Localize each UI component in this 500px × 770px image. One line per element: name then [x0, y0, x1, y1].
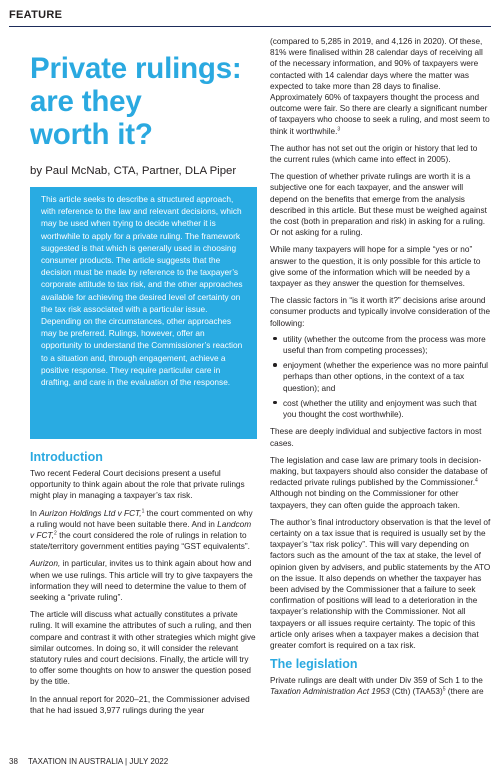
- right-column: [270, 36, 491, 704]
- intro-paragraph: In Aurizon Holdings Ltd v FCT,$^1$ the court commented on why a ruling would not have been suitable there. And in Landcom v FCT,$^2$ the court considered the role of rulings in relation to state/territory government entities paying “GST equivalents”.: [30, 507, 253, 552]
- body-paragraph: These are deeply individual and subjective factors in most cases.: [270, 427, 482, 448]
- act-name: Taxation Administration Act 1953: [270, 687, 390, 697]
- body-paragraph: The author has not set out the origin or history that led to the current rules (which came into effect in 2005).: [270, 143, 478, 165]
- body-paragraph: The classic factors in “is it worth it?” decisions arise around consumer products and typically involve consideration of the following:: [270, 296, 491, 328]
- title-line: worth it?: [30, 118, 153, 151]
- left-column: [30, 52, 257, 178]
- bullet-icon: [273, 337, 277, 341]
- body-paragraph: The question of whether private rulings are worth it is a subjective one for each taxpayer, and the answer will depend on the benefits that emerge from the analysis described in this article. But these must be weighed against the cost (both in preparation and risk) in asking for a ruling. Or not asking for a ruling.: [270, 172, 487, 238]
- case-name: Aurizon,: [30, 559, 61, 569]
- title-line: are they: [30, 85, 142, 118]
- abstract-box: [30, 187, 257, 439]
- legislation-heading: The legislation: [270, 657, 358, 672]
- body-paragraph: While many taxpayers will hope for a simple “yes or no” answer to the question, it is only possible for this article to give some of the information which will be needed by a taxpayer as they answer the question for themselves.: [270, 245, 481, 289]
- list-item: utility (whether the outcome from the process was more useful than from competing processes);: [270, 334, 491, 356]
- footnote-ref: 5: [442, 686, 446, 693]
- page-footer: [9, 757, 168, 766]
- intro-paragraph: The article will discuss what actually constitutes a private ruling. It will examine the attributes of such a ruling, and then compare and contrast it with other strategies which might give similar outcomes. In doing so, it will consider the relevant statutory rules and court decisions. Finally, the article will try to offer some thoughts on how to answer the question posed by the title.: [30, 610, 256, 687]
- case-name: Aurizon Holdings Ltd v FCT,: [39, 508, 142, 518]
- top-rule: [9, 26, 491, 27]
- section-label: FEATURE: [9, 9, 63, 21]
- introduction-section: [30, 450, 257, 722]
- footnote-ref: 3: [337, 125, 341, 132]
- body-paragraph: The author’s final introductory observation is that the level of certainty on a tax issue that is required is usually set by the taxpayer’s “tax risk policy”. This will vary depending on factors such as the amount of the tax at stake, the level of opinion given by advisers, and public statements by the ATO on the issue. It also depends on whether the taxpayer has been advised by the Commissioner that a failure to seek confirmation of positions will lead to a deterioration in the taxpayer’s relationship with the Commissioner. Not all taxpayers or all issues require certainty. The topic of this article only arises when a taxpayer makes a decision that greater comfort is required on a tax risk.: [270, 517, 491, 650]
- list-item: cost (whether the utility and enjoyment was such that you thought the cost worthwhile).: [270, 398, 491, 420]
- footnote-ref: 4: [474, 477, 478, 484]
- byline: by Paul McNab, CTA, Partner, DLA Piper: [30, 165, 237, 177]
- body-paragraph: (compared to 5,285 in 2019, and 4,126 in 2020). Of these, 81% were finalised within 28 calendar days of receiving all of the necessary information, and 90% of taxpayers were contacted with 14 calendar days where the matter was expected to take more than 28 days to finalise. Approximately 60% of taxpayers thought the process and outcome were fair. So there are clearly a significant number of taxpayers who choose to seek a ruling, and most seem to think it worthwhile.$^3$: [270, 37, 490, 136]
- body-paragraph: Private rulings are dealt with under Div 359 of Sch 1 to the Taxation Administration Act 1953 (Cth) $(TAA53)^5$ (there are: [270, 676, 484, 697]
- abstract-text: This article seeks to describe a structured approach, with reference to the law and relevant decisions, which may be used when trying to decide whether it is worthwhile to apply for a private ruling. The framework suggested is that which is generally used in choosing consumer products. The article suggests that the decision must be made by reference to the taxpayer’s corporate attitude to tax risk, and the other approaches available for achieving the desired level of certainty on the tax risk associated with a particular issue. Depending on the circumstances, other approaches may be preferred. Rulings, however, offer an opportunity to understand the Commissioner’s reaction to a situation and, through engagement, achieve a positive response. They require particular care in drafting, and care in the evaluation of the response.: [41, 194, 243, 388]
- bullet-icon: [273, 401, 277, 405]
- list-item: enjoyment (whether the experience was no more painful perhaps than other options, in the context of a tax question); and: [270, 360, 491, 394]
- footnote-ref: 2: [54, 530, 57, 537]
- intro-paragraph: Two recent Federal Court decisions present a useful opportunity to think again about the role that private rulings might play in managing a taxpayer’s tax risk.: [30, 469, 245, 501]
- introduction-heading: Introduction: [30, 450, 103, 464]
- page-number: 38: [9, 757, 18, 766]
- title-line: Private rulings:: [30, 52, 242, 85]
- factors-list: [270, 334, 491, 420]
- body-paragraph: The legislation and case law are primary tools in decision-making, but taxpayers should also consider the database of redacted private rulings published by the Commissioner.$^4$ Although not binding on the Commissioner for other taxpayers, they can often guide the approach taken.: [270, 455, 488, 510]
- intro-paragraph: Aurizon, in particular, invites us to think again about how and when we use rulings. This article will try to give taxpayers the information they will need to determine the value to them of seeking a “private ruling”.: [30, 559, 253, 603]
- bullet-icon: [273, 363, 277, 367]
- article-title: [30, 52, 257, 151]
- footnote-ref: 1: [141, 507, 145, 514]
- case-name: Landcom v FCT,: [30, 519, 252, 541]
- intro-paragraph: In the annual report for 2020–21, the Commissioner advised that he had issued 3,977 rulings during the year: [30, 694, 250, 715]
- publication-name: TAXATION IN AUSTRALIA | JULY 2022: [27, 757, 169, 766]
